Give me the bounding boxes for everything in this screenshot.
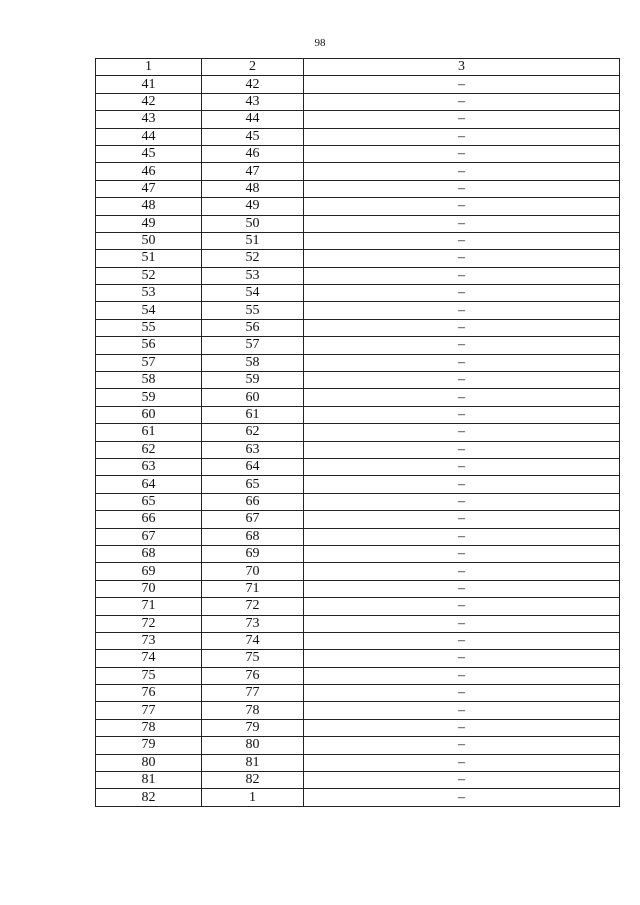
table-row <box>96 406 620 423</box>
table-cell-col-2: 48 <box>202 180 304 197</box>
table-cell-col-3: – <box>304 128 620 145</box>
table-cell-col-3: – <box>304 719 620 736</box>
table-cell-col-3: – <box>304 458 620 475</box>
table-cell-col-3: – <box>304 632 620 649</box>
table-cell-col-1: 58 <box>96 372 202 389</box>
table-cell-col-3: – <box>304 250 620 267</box>
table-cell-col-3: – <box>304 337 620 354</box>
table-cell-col-2: 59 <box>202 372 304 389</box>
table-cell-col-2: 47 <box>202 163 304 180</box>
table-cell-col-3: – <box>304 389 620 406</box>
table-cell-col-3: – <box>304 737 620 754</box>
table-cell-col-1: 72 <box>96 615 202 632</box>
table-cell-col-3: – <box>304 772 620 789</box>
table-cell-col-2: 65 <box>202 476 304 493</box>
table-row <box>96 545 620 562</box>
table-cell-col-2: 81 <box>202 754 304 771</box>
table-cell-col-3: – <box>304 528 620 545</box>
table-row <box>96 389 620 406</box>
table-cell-col-1: 60 <box>96 406 202 423</box>
table-cell-col-3: – <box>304 93 620 110</box>
table-cell-col-2: 76 <box>202 667 304 684</box>
table-cell-col-2: 77 <box>202 685 304 702</box>
table-cell-col-1: 79 <box>96 737 202 754</box>
page-number: 98 <box>314 37 326 49</box>
table-cell-col-1: 61 <box>96 424 202 441</box>
table-cell-col-1: 70 <box>96 580 202 597</box>
table-cell-col-3: – <box>304 685 620 702</box>
table-row <box>96 267 620 284</box>
table-row <box>96 702 620 719</box>
table-cell-col-3: – <box>304 145 620 162</box>
table-cell-col-1: 56 <box>96 337 202 354</box>
table-row <box>96 302 620 319</box>
table-row <box>96 528 620 545</box>
table-cell-col-1: 53 <box>96 285 202 302</box>
table-row <box>96 789 620 806</box>
header-row <box>96 59 620 76</box>
table-cell-col-2: 82 <box>202 772 304 789</box>
table-row <box>96 511 620 528</box>
table-cell-col-3: – <box>304 163 620 180</box>
table-cell-col-2: 56 <box>202 319 304 336</box>
table-cell-col-2: 63 <box>202 441 304 458</box>
table-row <box>96 163 620 180</box>
table-cell-col-1: 59 <box>96 389 202 406</box>
table-cell-col-2: 60 <box>202 389 304 406</box>
table-cell-col-1: 65 <box>96 493 202 510</box>
table-cell-col-3: – <box>304 754 620 771</box>
table-cell-col-3: – <box>304 215 620 232</box>
table-row <box>96 580 620 597</box>
table-cell-col-1: 82 <box>96 789 202 806</box>
table-cell-col-3: – <box>304 441 620 458</box>
table-cell-col-3: – <box>304 285 620 302</box>
table-row <box>96 232 620 249</box>
table-cell-col-2: 74 <box>202 632 304 649</box>
table-cell-col-3: – <box>304 354 620 371</box>
table-row <box>96 128 620 145</box>
table-cell-col-1: 75 <box>96 667 202 684</box>
table-cell-col-1: 42 <box>96 93 202 110</box>
table-row <box>96 198 620 215</box>
table-cell-col-3: – <box>304 76 620 93</box>
table-cell-col-3: – <box>304 580 620 597</box>
table-cell-col-3: – <box>304 267 620 284</box>
table-cell-col-1: 71 <box>96 598 202 615</box>
table-cell-col-1: 76 <box>96 685 202 702</box>
table-row <box>96 632 620 649</box>
table-cell-col-1: 78 <box>96 719 202 736</box>
table-cell-col-2: 71 <box>202 580 304 597</box>
table-row <box>96 145 620 162</box>
table-cell-col-1: 69 <box>96 563 202 580</box>
table-cell-col-1: 81 <box>96 772 202 789</box>
table-cell-col-2: 55 <box>202 302 304 319</box>
table-cell-col-2: 46 <box>202 145 304 162</box>
table-row <box>96 476 620 493</box>
table-body <box>96 76 620 806</box>
table-cell-col-2: 1 <box>202 789 304 806</box>
table-cell-col-1: 57 <box>96 354 202 371</box>
table-row <box>96 354 620 371</box>
table-cell-col-2: 66 <box>202 493 304 510</box>
table-cell-col-3: – <box>304 545 620 562</box>
table-cell-col-2: 70 <box>202 563 304 580</box>
table-cell-col-2: 64 <box>202 458 304 475</box>
table-cell-col-3: – <box>304 667 620 684</box>
column-header-3: 3 <box>304 59 620 76</box>
table-cell-col-2: 50 <box>202 215 304 232</box>
table-cell-col-2: 80 <box>202 737 304 754</box>
table-row <box>96 180 620 197</box>
table-cell-col-2: 68 <box>202 528 304 545</box>
table-cell-col-2: 51 <box>202 232 304 249</box>
table-row <box>96 93 620 110</box>
table-cell-col-2: 57 <box>202 337 304 354</box>
table-cell-col-3: – <box>304 372 620 389</box>
table-row <box>96 754 620 771</box>
table-row <box>96 441 620 458</box>
table-cell-col-1: 41 <box>96 76 202 93</box>
table-cell-col-2: 43 <box>202 93 304 110</box>
data-table <box>95 58 620 807</box>
table-cell-col-1: 64 <box>96 476 202 493</box>
table-row <box>96 737 620 754</box>
table-row <box>96 424 620 441</box>
table-row <box>96 215 620 232</box>
table-cell-col-3: – <box>304 198 620 215</box>
table-cell-col-3: – <box>304 493 620 510</box>
table-cell-col-2: 44 <box>202 111 304 128</box>
table-cell-col-3: – <box>304 598 620 615</box>
table-cell-col-1: 48 <box>96 198 202 215</box>
table-row <box>96 250 620 267</box>
table-cell-col-1: 67 <box>96 528 202 545</box>
table-row <box>96 719 620 736</box>
table-row <box>96 772 620 789</box>
table-cell-col-1: 62 <box>96 441 202 458</box>
table-cell-col-2: 49 <box>202 198 304 215</box>
table-cell-col-3: – <box>304 511 620 528</box>
table-cell-col-3: – <box>304 111 620 128</box>
table-cell-col-1: 77 <box>96 702 202 719</box>
table-cell-col-1: 46 <box>96 163 202 180</box>
table-cell-col-2: 52 <box>202 250 304 267</box>
table-row <box>96 76 620 93</box>
table-cell-col-1: 50 <box>96 232 202 249</box>
table-cell-col-2: 45 <box>202 128 304 145</box>
table-cell-col-1: 43 <box>96 111 202 128</box>
table-cell-col-2: 42 <box>202 76 304 93</box>
table-cell-col-1: 54 <box>96 302 202 319</box>
table-cell-col-2: 61 <box>202 406 304 423</box>
table-cell-col-2: 67 <box>202 511 304 528</box>
table-cell-col-3: – <box>304 180 620 197</box>
table-row <box>96 598 620 615</box>
table-row <box>96 563 620 580</box>
table-row <box>96 615 620 632</box>
table-cell-col-2: 62 <box>202 424 304 441</box>
table-row <box>96 650 620 667</box>
table-cell-col-3: – <box>304 476 620 493</box>
table-row <box>96 285 620 302</box>
table-cell-col-2: 53 <box>202 267 304 284</box>
table-cell-col-2: 78 <box>202 702 304 719</box>
table-cell-col-1: 52 <box>96 267 202 284</box>
table-cell-col-1: 80 <box>96 754 202 771</box>
table-cell-col-3: – <box>304 319 620 336</box>
table-cell-col-1: 51 <box>96 250 202 267</box>
table-cell-col-2: 75 <box>202 650 304 667</box>
table-cell-col-3: – <box>304 424 620 441</box>
table-cell-col-1: 74 <box>96 650 202 667</box>
table-row <box>96 685 620 702</box>
table-cell-col-3: – <box>304 406 620 423</box>
table-row <box>96 337 620 354</box>
table-cell-col-2: 69 <box>202 545 304 562</box>
table-cell-col-2: 73 <box>202 615 304 632</box>
table-cell-col-2: 58 <box>202 354 304 371</box>
column-header-2: 2 <box>202 59 304 76</box>
table-cell-col-2: 79 <box>202 719 304 736</box>
table-cell-col-3: – <box>304 650 620 667</box>
table-row <box>96 458 620 475</box>
table-cell-col-3: – <box>304 232 620 249</box>
table-cell-col-1: 55 <box>96 319 202 336</box>
table-cell-col-1: 66 <box>96 511 202 528</box>
table-cell-col-1: 47 <box>96 180 202 197</box>
table-cell-col-3: – <box>304 615 620 632</box>
table-row <box>96 372 620 389</box>
table-row <box>96 667 620 684</box>
table-cell-col-1: 44 <box>96 128 202 145</box>
table-cell-col-3: – <box>304 302 620 319</box>
table-cell-col-3: – <box>304 563 620 580</box>
table-row <box>96 319 620 336</box>
table-cell-col-3: – <box>304 789 620 806</box>
table-cell-col-1: 73 <box>96 632 202 649</box>
table-cell-col-3: – <box>304 702 620 719</box>
table-row <box>96 111 620 128</box>
table-cell-col-2: 72 <box>202 598 304 615</box>
column-header-1: 1 <box>96 59 202 76</box>
table-cell-col-2: 54 <box>202 285 304 302</box>
table-cell-col-1: 49 <box>96 215 202 232</box>
table-cell-col-1: 68 <box>96 545 202 562</box>
table-cell-col-1: 45 <box>96 145 202 162</box>
table-cell-col-1: 63 <box>96 458 202 475</box>
table-row <box>96 493 620 510</box>
